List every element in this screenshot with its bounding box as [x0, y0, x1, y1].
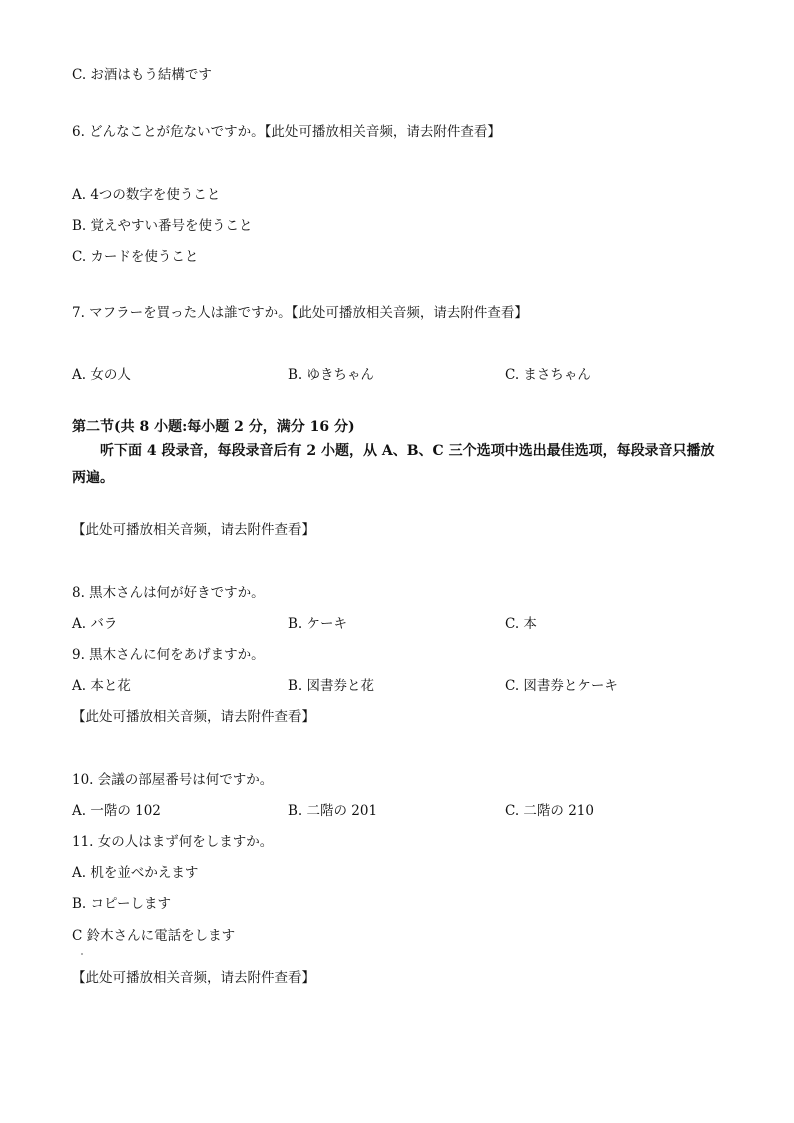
q7-question: 7. マフラーを買った人は誰ですか。【此处可播放相关音频，请去附件查看】 — [72, 305, 528, 321]
q8-options — [72, 615, 772, 633]
q5-option-c: C. お酒はもう結構です — [72, 67, 212, 83]
q6-question: 6. どんなことが危ないですか。【此处可播放相关音频，请去附件查看】 — [72, 124, 501, 140]
q10-option-a: A. 一階の 102 — [72, 803, 161, 819]
q9-question: 9. 黒木さんに何をあげますか。 — [72, 647, 265, 663]
q11-option-b: B. コピーします — [72, 896, 171, 912]
q7-option-c: C. まさちゃん — [505, 367, 591, 383]
q10-options — [72, 802, 772, 820]
q9-option-c: C. 図書券とケーキ — [505, 678, 618, 694]
q7-option-a: A. 女の人 — [72, 367, 131, 383]
audio-note-3: 【此处可播放相关音频，请去附件查看】 — [72, 970, 315, 986]
audio-note-1: 【此处可播放相关音频，请去附件查看】 — [72, 522, 315, 538]
q11-option-a: A. 机を並べかえます — [72, 865, 199, 881]
q8-question: 8. 黒木さんは何が好きですか。 — [72, 585, 265, 601]
stray-dot — [81, 953, 83, 955]
q9-option-b: B. 図書券と花 — [288, 678, 375, 694]
q7-option-b: B. ゆきちゃん — [288, 367, 375, 383]
q10-option-b: B. 二階の 201 — [288, 803, 378, 819]
q10-option-c: C. 二階の 210 — [505, 803, 594, 819]
q8-option-a: A. バラ — [72, 616, 118, 632]
q9-options — [72, 677, 772, 695]
q9-option-a: A. 本と花 — [72, 678, 131, 694]
q11-question: 11. 女の人はまず何をしますか。 — [72, 834, 274, 850]
q6-option-a: A. 4つの数字を使うこと — [72, 187, 221, 203]
section-instruction: 听下面 4 段录音，每段录音后有 2 小题，从 A、B、C 三个选项中选出最佳选项，每段录音只播放两遍。 — [72, 443, 715, 486]
q6-option-c: C. カードを使うこと — [72, 249, 199, 265]
q11-option-c: C 鈴木さんに電話をします — [72, 928, 236, 944]
q10-question: 10. 会議の部屋番号は何ですか。 — [72, 772, 274, 788]
q7-options — [72, 366, 772, 384]
q6-option-b: B. 覚えやすい番号を使うこと — [72, 218, 253, 234]
section-heading: 第二节(共 8 小题:每小题 2 分，满分 16 分) — [72, 419, 355, 435]
q8-option-b: B. ケーキ — [288, 616, 348, 632]
audio-note-2: 【此处可播放相关音频，请去附件查看】 — [72, 709, 315, 725]
q8-option-c: C. 本 — [505, 616, 537, 632]
